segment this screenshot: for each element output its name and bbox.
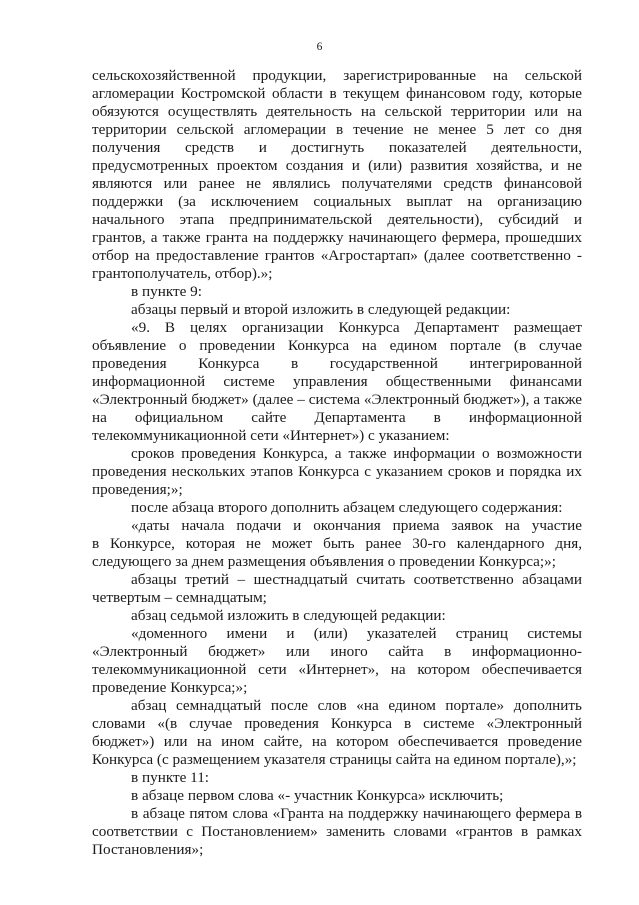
text-line: абзацы третий – шестнадцатый считать соответственно абзацами (131, 571, 582, 588)
text-line: в абзаце первом слова «- участник Конкурса» исключить; (131, 787, 504, 804)
text-line: территории сельской агломерации в течение не менее 5 лет со дня (92, 121, 582, 138)
text-line: «доменного имени и (или) указателей страниц системы (131, 625, 582, 642)
text-line: «9. В целях организации Конкурса Департамент размещает (131, 319, 582, 336)
text-line: начального этапа предпринимательской деятельности), субсидий и (92, 211, 582, 228)
text-line: проведения Конкурса в государственной интегрированной (92, 355, 582, 372)
text-line: Постановления»; (92, 841, 204, 858)
text-line: объявление о проведении Конкурса на едином портале (в случае (92, 337, 582, 354)
text-line: бюджет») или на ином сайте, на котором обеспечивается проведение (92, 733, 582, 750)
text-line: являются или ранее не являлись получателями средств финансовой (92, 175, 582, 192)
text-line: в абзаце пятом слова «Гранта на поддержку начинающего фермера в (131, 805, 582, 822)
text-line: проведения;»; (92, 481, 183, 498)
text-line: грантов, а также гранта на поддержку начинающего фермера, прошедших (92, 229, 582, 246)
text-line: телекоммуникационной сети «Интернет», на котором обеспечивается (92, 661, 582, 678)
text-line: после абзаца второго дополнить абзацем следующего содержания: (131, 499, 563, 516)
text-line: четвертым – семнадцатым; (92, 589, 267, 606)
text-line: грантополучатель, отбор).»; (92, 265, 273, 282)
text-line: абзацы первый и второй изложить в следующей редакции: (131, 301, 511, 318)
text-line: «Электронный бюджет» (далее – система «Электронный бюджет»), а также (92, 391, 582, 408)
text-line: «Электронный бюджет» или иного сайта в информационно- (92, 643, 582, 660)
text-line: Конкурса (с размещением указателя страницы сайта на едином портале),»; (92, 751, 577, 768)
text-line: обязуются осуществлять деятельность на сельской территории или на (92, 103, 582, 120)
text-line: поддержки (за исключением социальных выплат на организацию (92, 193, 582, 210)
text-line: следующего за днем размещения объявления о проведении Конкурса;»; (92, 553, 556, 570)
text-line: «даты начала подачи и окончания приема заявок на участие (131, 517, 582, 534)
text-line: в пункте 11: (131, 769, 210, 786)
text-line: абзац седьмой изложить в следующей редакции: (131, 607, 446, 624)
text-line: на официальном сайте Департамента в информационной (92, 409, 582, 426)
text-line: абзац семнадцатый после слов «на едином портале» дополнить (131, 697, 582, 714)
document-body (92, 67, 582, 859)
text-line: словами «(в случае проведения Конкурса в системе «Электронный (92, 715, 582, 732)
text-line: сроков проведения Конкурса, а также информации о возможности (131, 445, 582, 462)
text-line: соответствии с Постановлением» заменить словами «грантов в рамках (92, 823, 582, 840)
text-line: агломерации Костромской области в текущем финансовом году, которые (92, 85, 582, 102)
text-line: сельскохозяйственной продукции, зарегистрированные на сельской (92, 67, 582, 84)
text-line: в Конкурсе, которая не может быть ранее 30-го календарного дня, (92, 535, 582, 552)
text-line: проведение Конкурса;»; (92, 679, 248, 696)
text-line: в пункте 9: (131, 283, 202, 300)
text-line: получения средств и достигнуть показателей деятельности, (92, 139, 582, 156)
text-line: предусмотренных проектом создания и (или) развития хозяйства, и не (92, 157, 582, 174)
text-line: информационной системе управления общественными финансами (92, 373, 582, 390)
text-line: телекоммуникационной сети «Интернет») с указанием: (92, 427, 450, 444)
text-line: проведения нескольких этапов Конкурса с указанием сроков и порядка их (92, 463, 582, 480)
text-line: отбор на предоставление грантов «Агростартап» (далее соответственно - (92, 247, 582, 264)
page-number: 6 (316, 41, 323, 53)
